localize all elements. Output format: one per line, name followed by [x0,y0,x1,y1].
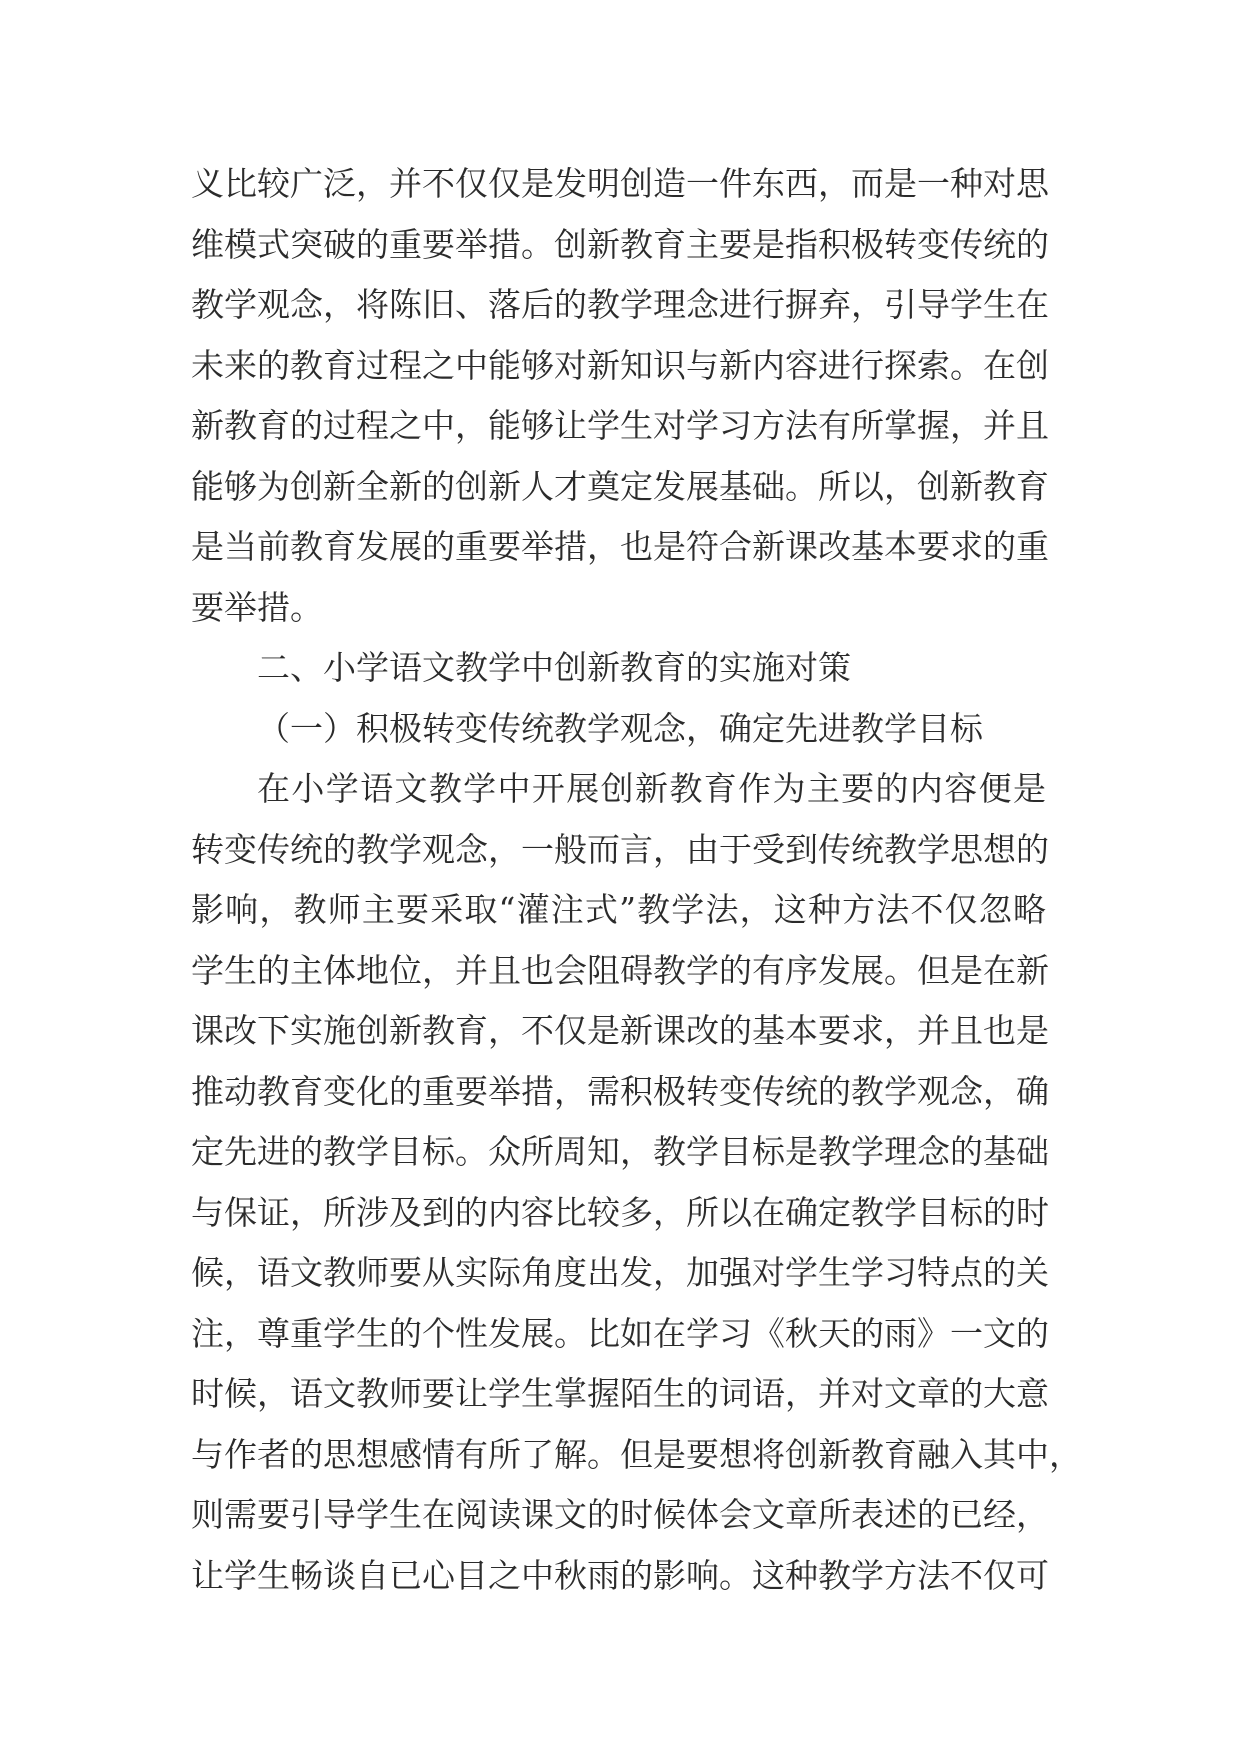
text-line: 能够为创新全新的创新人才奠定发展基础。所以，创新教育 [191,466,1049,506]
text-line: 与保证，所涉及到的内容比较多，所以在确定教学目标的时 [191,1192,1049,1232]
text-line: 注，尊重学生的个性发展。比如在学习《秋天的雨》一文的 [191,1313,1049,1353]
text-line: 新教育的过程之中，能够让学生对学习方法有所掌握，并且 [191,406,1049,445]
text-line: 是当前教育发展的重要举措，也是符合新课改基本要求的重 [191,527,1049,566]
text-line: 让学生畅谈自已心目之中秋雨的影响。这种教学方法不仅可 [191,1555,1049,1595]
text-line: 课改下实施创新教育，不仅是新课改的基本要求，并且也是 [191,1011,1049,1050]
paragraph [191,759,1082,1606]
text-line: 维模式突破的重要举措。创新教育主要是指积极转变传统的 [191,224,1049,264]
text-line: 与作者的思想感情有所了解。但是要想将创新教育融入其中， [191,1434,1082,1474]
text-line: 时候，语文教师要让学生掌握陌生的词语，并对文章的大意 [191,1374,1049,1413]
text-line: 转变传统的教学观念，一般而言，由于受到传统教学思想的 [191,829,1049,869]
section-heading: 二、小学语文教学中创新教育的实施对策 [257,648,851,687]
paragraph-continuation [191,154,1049,638]
text-line: 影响，教师主要采取“灌注式”教学法，这种方法不仅忽略 [191,890,1046,929]
text-line: 教学观念，将陈旧、落后的教学理念进行摒弃，引导学生在 [191,285,1049,324]
text-line: 则需要引导学生在阅读课文的时候体会文章所表述的已经， [191,1495,1049,1534]
text-line: 定先进的教学目标。众所周知，教学目标是教学理念的基础 [191,1132,1049,1171]
text-line: 学生的主体地位，并且也会阻碍教学的有序发展。但是在新 [191,950,1049,990]
text-line: 在小学语文教学中开展创新教育作为主要的内容便是 [257,769,1046,808]
text-line: 义比较广泛，并不仅仅是发明创造一件东西，而是一种对思 [191,164,1049,203]
text-line: 未来的教育过程之中能够对新知识与新内容进行探索。在创 [191,345,1049,385]
text-line: 推动教育变化的重要举措，需积极转变传统的教学观念，确 [191,1071,1049,1111]
subsection-heading: （一）积极转变传统教学观念，确定先进教学目标 [257,708,983,748]
document-body [191,154,1082,1606]
text-line: 候，语文教师要从实际角度出发，加强对学生学习特点的关 [191,1253,1049,1292]
text-line: 要举措。 [191,587,323,627]
